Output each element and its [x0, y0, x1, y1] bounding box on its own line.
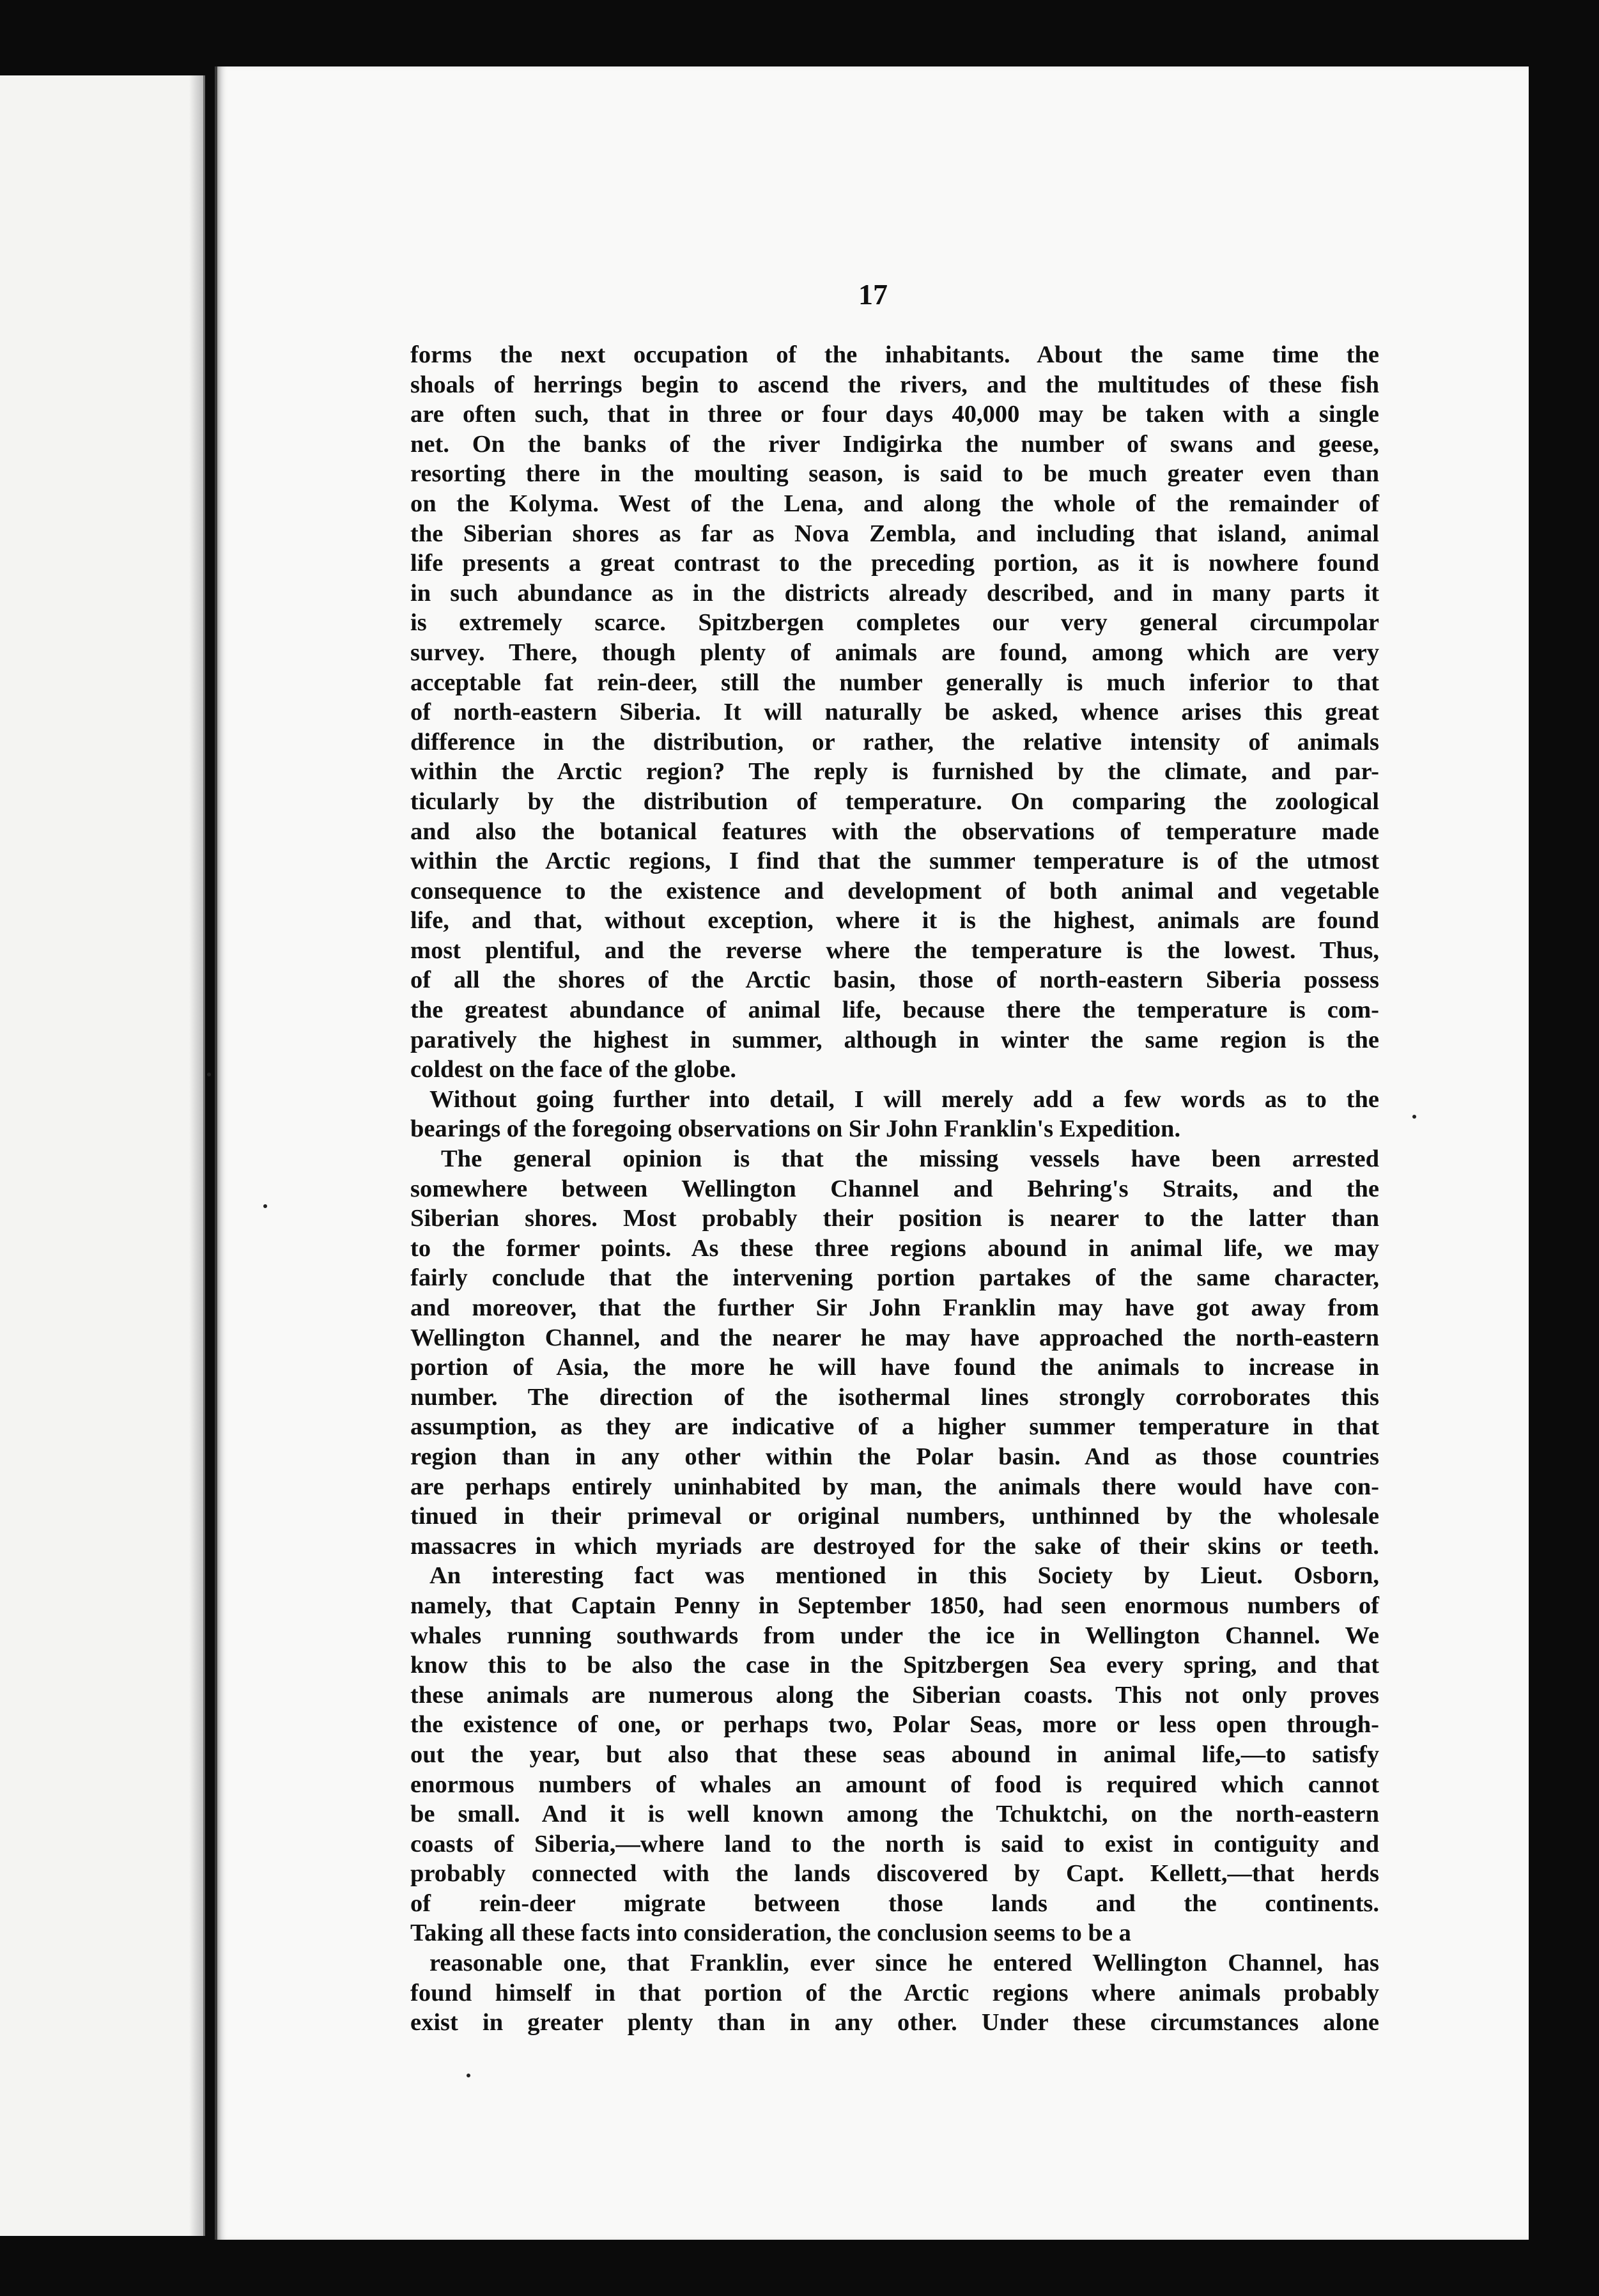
text-line: difference in the distribution, or rather, the relative intensity of animals [410, 728, 1379, 756]
text-line: coasts of Siberia,—where land to the north is said to exist in contiguity and [410, 1830, 1379, 1858]
text-line: exist in greater plenty than in any other. Under these circumstances alone [410, 2009, 1379, 2036]
text-line: Siberian shores. Most probably their position is nearer to the latter than [410, 1205, 1379, 1232]
text-line: portion of Asia, the more he will have found the animals to increase in [410, 1354, 1379, 1381]
text-line: on the Kolyma. West of the Lena, and along the whole of the remainder of [410, 490, 1379, 517]
text-line: number. The direction of the isothermal lines strongly corroborates this [410, 1383, 1379, 1411]
text-line: ticularly by the distribution of temperature. On comparing the zoological [410, 787, 1379, 815]
paragraph-start-line: reasonable one, that Franklin, ever since he entered Wellington Channel, has [429, 1950, 1379, 1977]
page-number: 17 [858, 278, 888, 311]
text-line: found himself in that portion of the Arctic regions where animals probably [410, 1979, 1379, 2006]
text-line: consequence to the existence and development of both animal and vegetable [410, 877, 1379, 904]
text-line: in such abundance as in the districts already described, and in many parts it [410, 579, 1379, 607]
text-line: assumption, as they are indicative of a higher summer temperature in that [410, 1413, 1379, 1441]
text-line: are often such, that in three or four days 40,000 may be taken with a single [410, 401, 1379, 428]
text-line: survey. There, though plenty of animals are found, among which are very [410, 639, 1379, 666]
text-line: and moreover, that the further Sir John Franklin may have got away from [410, 1294, 1379, 1321]
text-line: paratively the highest in summer, although in winter the same region is the [410, 1026, 1379, 1053]
text-line: Wellington Channel, and the nearer he may have approached the north-eastern [410, 1324, 1379, 1351]
gutter-shadow [189, 75, 203, 2236]
text-line: forms the next occupation of the inhabitants. About the same time the [410, 341, 1379, 368]
text-line: of rein-deer migrate between those lands and the continents. [410, 1889, 1379, 1917]
paragraph-start-line: An interesting fact was mentioned in this Society by Lieut. Osborn, [429, 1562, 1379, 1590]
text-line: tinued in their primeval or original numbers, unthinned by the wholesale [410, 1503, 1379, 1530]
text-line: within the Arctic region? The reply is furnished by the climate, and par- [410, 758, 1379, 786]
left-facing-page [0, 75, 205, 2236]
body-text [410, 340, 1379, 2038]
paper-speck [467, 2074, 470, 2077]
text-line: most plentiful, and the reverse where the temperature is the lowest. Thus, [410, 936, 1379, 964]
paragraph-end-line: Taking all these facts into consideration, the conclusion seems to be a [410, 1920, 1131, 1947]
text-line: resorting there in the moulting season, is said to be much greater even than [410, 460, 1379, 488]
text-line: be small. And it is well known among the Tchuktchi, on the north-eastern [410, 1801, 1379, 1828]
paper-speck [207, 1073, 211, 1076]
text-line: fairly conclude that the intervening portion partakes of the same character, [410, 1264, 1379, 1292]
book-page [215, 66, 1529, 2240]
paragraph-start-line: The general opinion is that the missing vessels have been arrested [441, 1145, 1379, 1173]
scan-bottom-border [0, 2240, 1599, 2296]
text-line: to the former points. As these three regions abound in animal life, we may [410, 1234, 1379, 1262]
text-line: life, and that, without exception, where it is the highest, animals are found [410, 907, 1379, 935]
text-line: region than in any other within the Polar basin. And as those countries [410, 1443, 1379, 1470]
text-line: within the Arctic regions, I find that the summer temperature is of the utmost [410, 848, 1379, 875]
paragraph-start-line: Without going further into detail, I will merely add a few words as to the [429, 1085, 1379, 1113]
text-line: acceptable fat rein-deer, still the number generally is much inferior to that [410, 669, 1379, 696]
text-line: life presents a great contrast to the preceding portion, as it is nowhere found [410, 550, 1379, 577]
text-line: of all the shores of the Arctic basin, those of north-eastern Siberia possess [410, 966, 1379, 994]
text-line: the existence of one, or perhaps two, Polar Seas, more or less open through- [410, 1711, 1379, 1739]
text-line: these animals are numerous along the Siberian coasts. This not only proves [410, 1681, 1379, 1709]
text-line: whales running southwards from under the ice in Wellington Channel. We [410, 1622, 1379, 1649]
text-line: probably connected with the lands discovered by Capt. Kellett,—that herds [410, 1860, 1379, 1888]
text-line: enormous numbers of whales an amount of food is required which cannot [410, 1771, 1379, 1798]
text-line: of north-eastern Siberia. It will naturally be asked, whence arises this great [410, 699, 1379, 726]
text-line: net. On the banks of the river Indigirka the number of swans and geese, [410, 430, 1379, 458]
text-line: is extremely scarce. Spitzbergen completes our very general circumpolar [410, 609, 1379, 637]
paper-speck [1412, 1115, 1416, 1119]
text-line: somewhere between Wellington Channel and Behring's Straits, and the [410, 1175, 1379, 1202]
text-line: and also the botanical features with the observations of temperature made [410, 818, 1379, 845]
text-line: massacres in which myriads are destroyed for the sake of their skins or teeth. [410, 1532, 1379, 1560]
text-line: out the year, but also that these seas abound in animal life,—to satisfy [410, 1741, 1379, 1768]
text-line: namely, that Captain Penny in September 1850, had seen enormous numbers of [410, 1592, 1379, 1619]
text-line: are perhaps entirely uninhabited by man, the animals there would have con- [410, 1473, 1379, 1500]
text-line: the Siberian shores as far as Nova Zembla, and including that island, animal [410, 520, 1379, 547]
paper-speck [263, 1204, 267, 1208]
text-line: shoals of herrings begin to ascend the rivers, and the multitudes of these fish [410, 371, 1379, 398]
text-line: know this to be also the case in the Spitzbergen Sea every spring, and that [410, 1652, 1379, 1679]
text-line: the greatest abundance of animal life, because there the temperature is com- [410, 997, 1379, 1024]
paragraph-end-line: bearings of the foregoing observations on Sir John Franklin's Expedition. [410, 1115, 1181, 1143]
paragraph-end-line: coldest on the face of the globe. [410, 1056, 737, 1083]
